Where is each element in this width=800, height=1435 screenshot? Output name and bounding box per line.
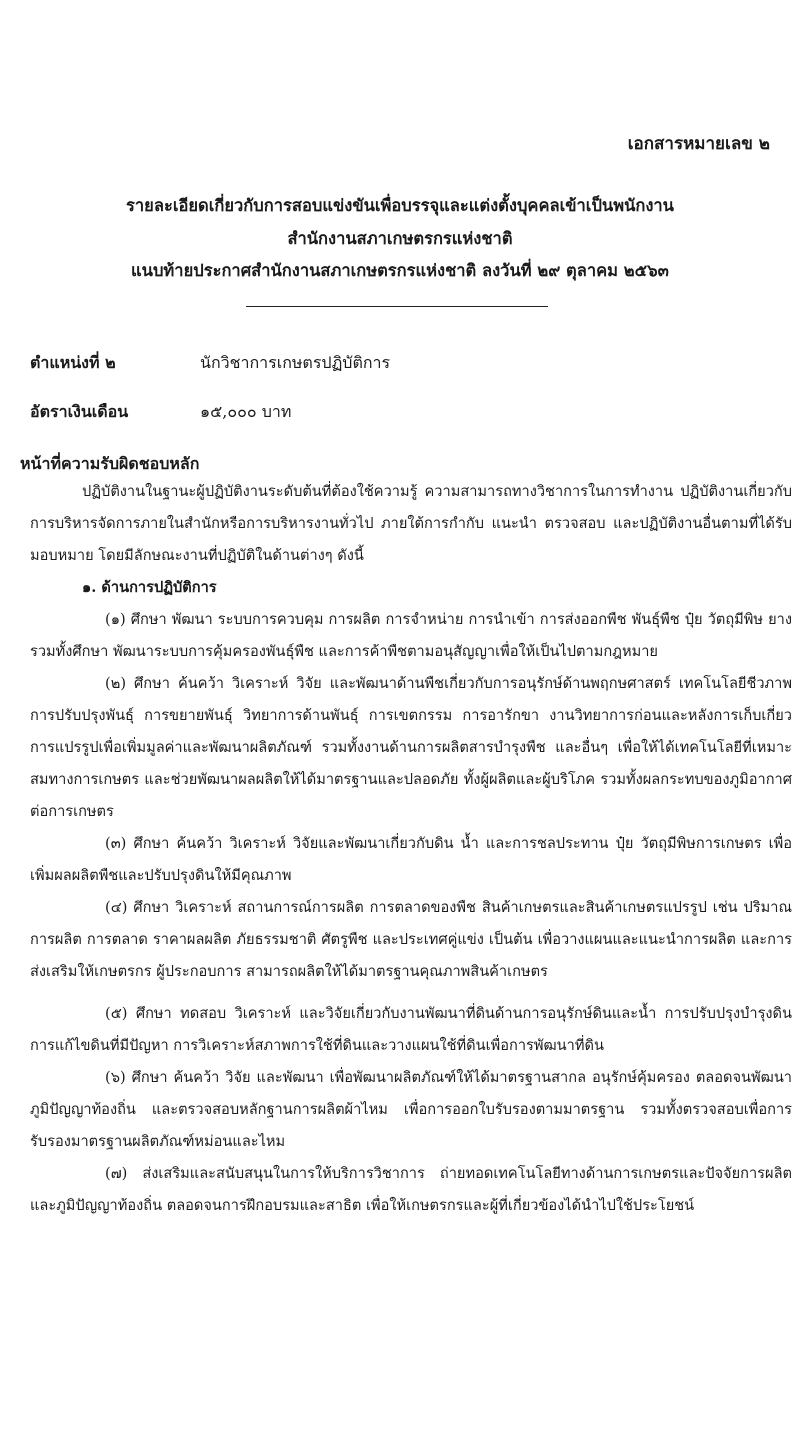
document-number: เอกสารหมายเลข ๒: [627, 134, 770, 154]
position-value: นักวิชาการเกษตรปฏิบัติการ: [200, 353, 391, 372]
header-title-line-2: สำนักงานสภาเกษตรกรแห่งชาติ: [287, 229, 513, 248]
header-title-line-1: รายละเอียดเกี่ยวกับการสอบแข่งขันเพื่อบรรจุและแต่งตั้งบุคคลเข้าเป็นพนักงาน: [126, 196, 674, 215]
duty-item-4: (๔) ศึกษา วิเคราะห์ สถานการณ์การผลิต การตลาดของพืช สินค้าเกษตรและสินค้าเกษตรแปรรูป เช่น ปริมาณการผลิต การตลาด ราคาผลผลิต ภัยธรรมชาติ ศัตรูพืช และประเทศคู่แข่ง เป็นต้น เพื่อวางแผนและแนะนำการผลิต และการส่งเสริมให้เกษตรกร ผู้ประกอบการ สามารถผลิตให้ได้มาตรฐานคุณภาพสินค้าเกษตร: [30, 899, 792, 980]
duty-item-6: (๖) ศึกษา ค้นคว้า วิจัย และพัฒนา เพื่อพัฒนาผลิตภัณฑ์ให้ได้มาตรฐานสากล อนุรักษ์คุ้มครอง ตลอดจนพัฒนาภูมิปัญญาท้องถิ่น และตรวจสอบหลักฐานการผลิตผ้าไหม เพื่อการออกใบรับรองตามมาตรฐาน รวมทั้งตรวจสอบเพื่อการรับรองมาตรฐานผลิตภัณฑ์หม่อนและไหม: [30, 1069, 792, 1150]
header-title-line-3: แนบท้ายประกาศสำนักงานสภาเกษตรกรแห่งชาติ ลงวันที่ ๒๙ ตุลาคม ๒๕๖๓: [131, 261, 669, 280]
salary-value: ๑๕,๐๐๐ บาท: [200, 402, 292, 421]
duty-item-5: (๕) ศึกษา ทดสอบ วิเคราะห์ และวิจัยเกี่ยวกับงานพัฒนาที่ดินด้านการอนุรักษ์ดินและน้ำ การปรับปรุงบำรุงดิน การแก้ไขดินที่มีปัญหา การวิเคราะห์สภาพการใช้ที่ดินและวางแผนใช้ที่ดินเพื่อการพัฒนาที่ดิน: [30, 1005, 792, 1054]
duties-body: [30, 476, 792, 1222]
duties-heading: หน้าที่ความรับผิดชอบหลัก: [20, 454, 200, 473]
section-1-title: ๑. ด้านการปฏิบัติการ: [82, 579, 217, 596]
duty-item-7: (๗) ส่งเสริมและสนับสนุนในการให้บริการวิชาการ ถ่ายทอดเทคโนโลยีทางด้านการเกษตรและปัจจัยการผลิต และภูมิปัญญาท้องถิ่น ตลอดจนการฝึกอบรมและสาธิต เพื่อให้เกษตรกรและผู้ที่เกี่ยวข้องได้นำไปใช้ประโยชน์: [30, 1165, 792, 1214]
header-divider: [246, 306, 548, 307]
duty-item-2: (๒) ศึกษา ค้นคว้า วิเคราะห์ วิจัย และพัฒนาด้านพืชเกี่ยวกับการอนุรักษ์ด้านพฤกษศาสตร์ เทคโนโลยีชีวภาพ การปรับปรุงพันธุ์ การขยายพันธุ์ วิทยาการด้านพันธุ์ การเขตกรรม การอารักขา งานวิทยาการก่อนและหลังการเก็บเกี่ยว การแปรรูปเพื่อเพิ่มมูลค่าและพัฒนาผลิตภัณฑ์ รวมทั้งงานด้านการผลิตสารบำรุงพืช และอื่นๆ เพื่อให้ได้เทคโนโลยีที่เหมาะสมทางการเกษตร และช่วยพัฒนาผลผลิตให้ได้มาตรฐานและปลอดภัย ทั้งผู้ผลิตและผู้บริโภค รวมทั้งผลกระทบของภูมิอากาศต่อการเกษตร: [30, 675, 792, 820]
position-label: ตำแหน่งที่ ๒: [30, 353, 116, 372]
duties-intro: ปฏิบัติงานในฐานะผู้ปฏิบัติงานระดับต้นที่ต้องใช้ความรู้ ความสามารถทางวิชาการในการทำงาน ปฏิบัติงานเกี่ยวกับการบริหารจัดการภายในสำนักหรือการบริหารงานทั่วไป ภายใต้การกำกับ แนะนำ ตรวจสอบ และปฏิบัติงานอื่นตามที่ได้รับมอบหมาย โดยมีลักษณะงานที่ปฏิบัติในด้านต่างๆ ดังนี้: [30, 483, 792, 564]
duty-item-3: (๓) ศึกษา ค้นคว้า วิเคราะห์ วิจัยและพัฒนาเกี่ยวกับดิน น้ำ และการชลประทาน ปุ๋ย วัตถุมีพิษการเกษตร เพื่อเพิ่มผลผลิตพืชและปรับปรุงดินให้มีคุณภาพ: [30, 835, 792, 884]
salary-label: อัตราเงินเดือน: [30, 402, 129, 421]
duty-item-1: (๑) ศึกษา พัฒนา ระบบการควบคุม การผลิต การจำหน่าย การนำเข้า การส่งออกพืช พันธุ์พืช ปุ๋ย วัตถุมีพิษ ยาง รวมทั้งศึกษา พัฒนาระบบการคุ้มครองพันธุ์พืช และการค้าพืชตามอนุสัญญาเพื่อให้เป็นไปตามกฎหมาย: [30, 611, 792, 660]
